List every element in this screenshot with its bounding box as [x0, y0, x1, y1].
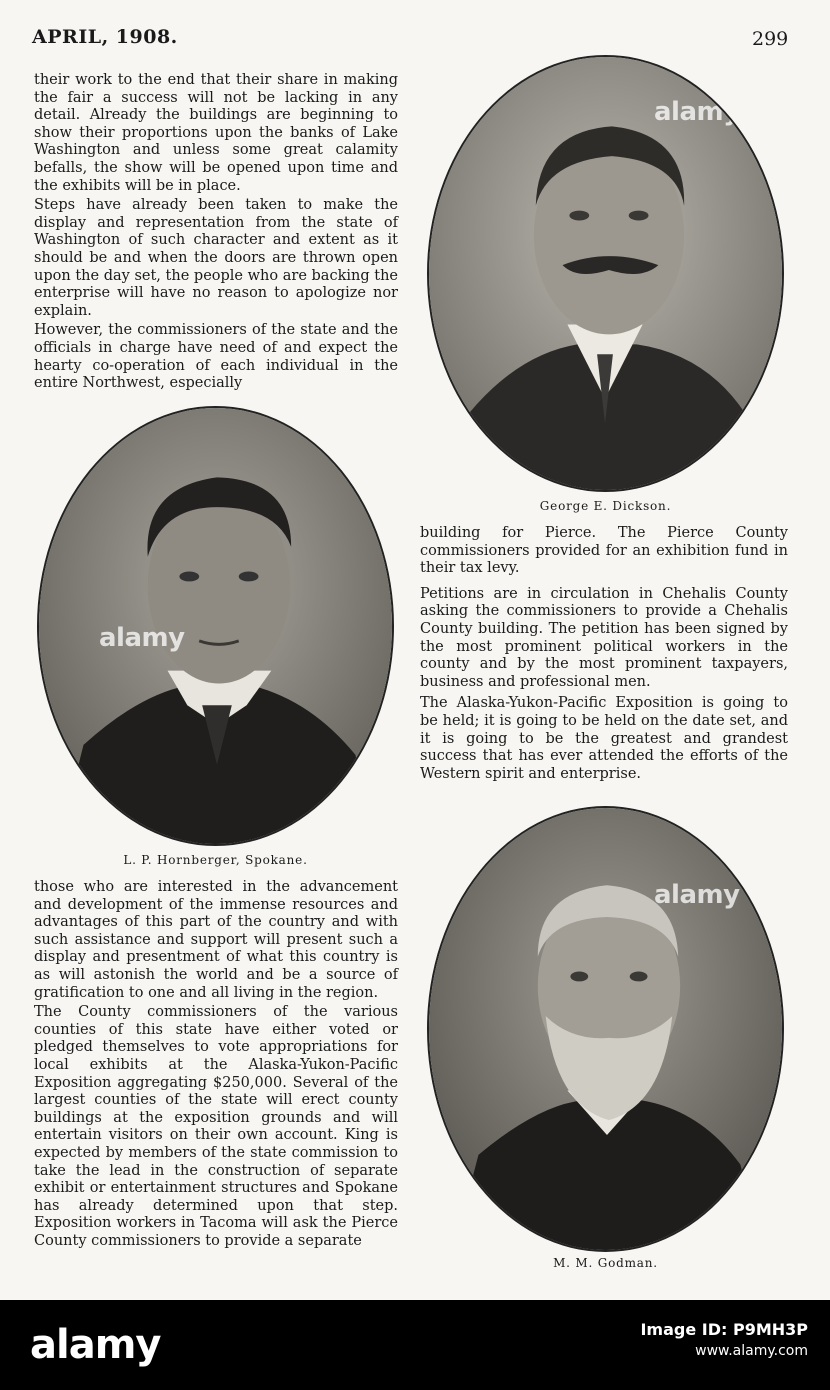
caption-mm-godman: M. M. Godman.: [553, 1256, 658, 1270]
watermark: alamy: [99, 623, 185, 653]
article-column-bottom-left: [34, 879, 398, 1250]
paragraph: their work to the end that their share in making the fair a success will not be lacking in any detail. Already the buildings are beginning to show their proportions upon the banks of Lake Washington and unless some great calamity befalls, the show will be opened upon time and the exhibits will be in place.: [34, 72, 398, 194]
issue-date: APRIL, 1908.: [32, 26, 178, 48]
watermark: alamy: [654, 97, 740, 127]
paragraph: building for Pierce. The Pierce County commissioners provided for an exhibition fund in their tax levy.: [420, 525, 788, 577]
portrait-george-dickson: [427, 55, 784, 492]
site-link[interactable]: www.alamy.com: [695, 1343, 808, 1359]
article-column-top-left: [34, 72, 398, 393]
paragraph: The County commissioners of the various counties of this state have either voted or pledged themselves to vote appropriations for local exhibits at the Alaska-Yukon-Pacific Exposition aggregating $250,000. Several of the largest counties of the state will erect county buildings at the exposition grounds and will entertain visitors on their own account. King is expected by members of the state commission to take the lead in the construction of separate exhibit or entertainment structures and Spokane has already determined upon that step. Exposition workers in Tacoma will ask the Pierce County commissioners to provide a separate: [34, 1004, 398, 1249]
portrait-hornberger-image: [39, 408, 392, 844]
portrait-mm-godman: [427, 806, 784, 1252]
watermark: alamy: [654, 880, 740, 910]
paragraph: Steps have already been taken to make the display and representation from the state of Washington of such character and extent as it should be and when the doors are thrown open upon the day set, the people who are backing the enterprise will have no reason to apologize nor explain.: [34, 197, 398, 319]
image-info: [640, 1320, 808, 1359]
image-id: Image ID: P9MH3P: [640, 1320, 808, 1339]
paragraph: The Alaska-Yukon-Pacific Exposition is going to be held; it is going to be held on the date set, and it is going to be the greatest and grandest success that has ever attended the efforts of the Western spirit and enterprise.: [420, 695, 788, 782]
caption-george-dickson: George E. Dickson.: [539, 499, 672, 513]
paragraph: those who are interested in the advancement and development of the immense resources and advantages of this part of the country and with such assistance and support will present such a display and presentment of what this country is as will astonish the world and be a source of gratification to one and all living in the region.: [34, 879, 398, 1001]
portrait-lp-hornberger: [37, 406, 394, 846]
alamy-logo[interactable]: alamy: [30, 1322, 161, 1368]
article-column-middle-right: [420, 525, 788, 783]
stock-footer: [0, 1300, 830, 1390]
caption-lp-hornberger: L. P. Hornberger, Spokane.: [123, 853, 308, 867]
portrait-godman-image: [429, 808, 782, 1250]
page-number: 299: [752, 28, 789, 50]
paragraph: Petitions are in circulation in Chehalis County asking the commissioners to provide a Chehalis County building. The petition has been signed by the most prominent political workers in the county and by the most prominent taxpayers, business and professional men.: [420, 585, 788, 690]
paragraph: However, the commissioners of the state and the officials in charge have need of and expect the hearty co-operation of each individual in the entire Northwest, especially: [34, 322, 398, 392]
